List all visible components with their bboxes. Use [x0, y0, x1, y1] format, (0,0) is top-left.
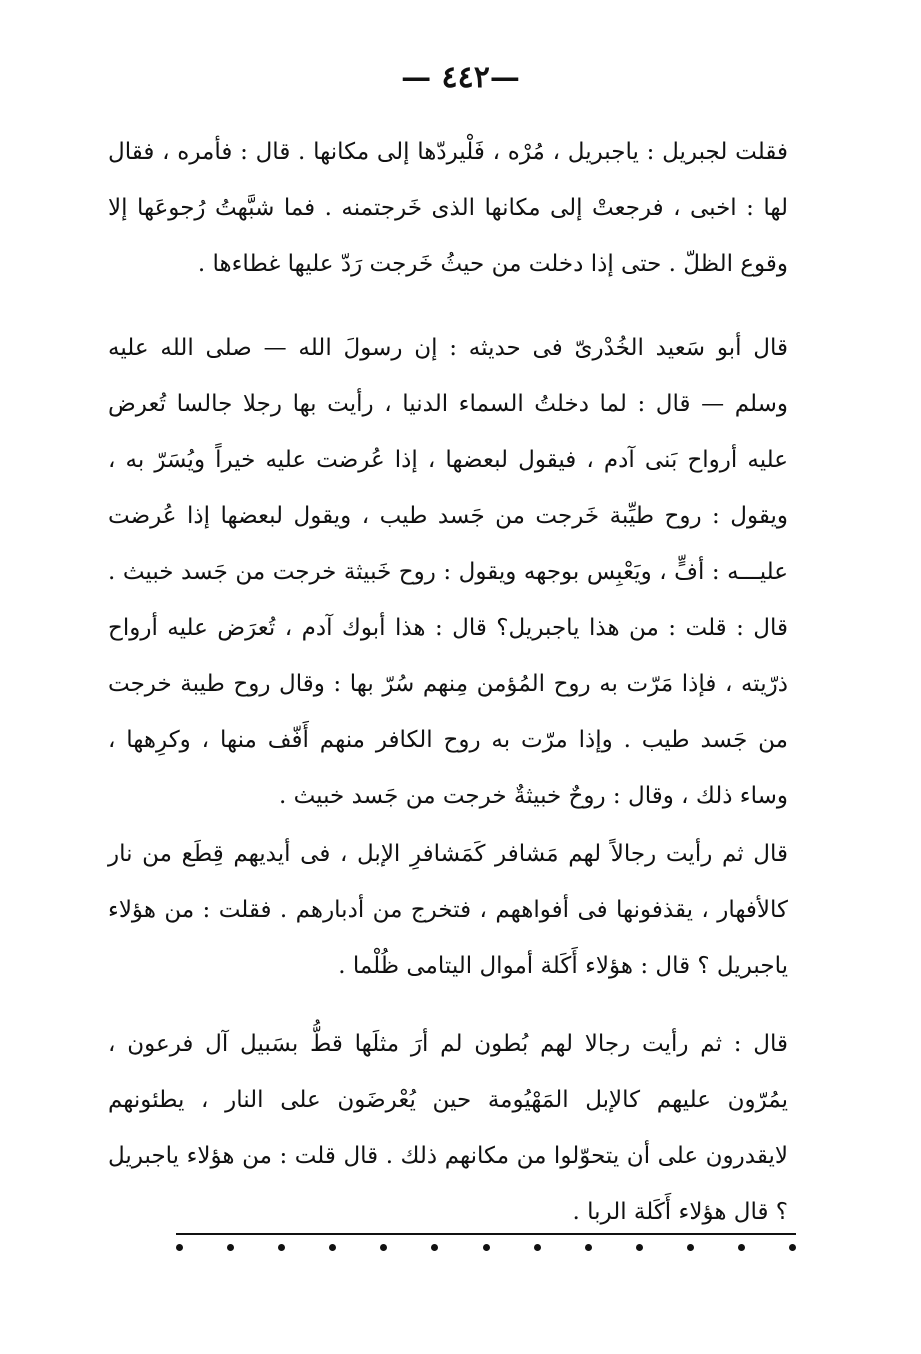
- footer-dot: [431, 1244, 438, 1251]
- paragraph-2: قال أبو سَعيد الخُدْرىّ فى حديثه : إن رسولَ الله — صلى الله عليه وسلم — قال : لما دخلتُ السماء الدنيا ، رأيت بها رجلا جالسا تُعرض عليه أرواح بَنى آدم ، فيقول لبعضها ، إذا عُرضت عليه خيراً ويُسَرّ به ، ويقول : روح طيِّبة خَرجت من جَسد طيب ، ويقول لبعضها إذا عُرضت عليـــه : أفٍّ ، ويَعْبِس بوجهه ويقول : روح خَبيثة خرجت من جَسد خبيث . قال : قلت : من هذا ياجبريل؟ قال : هذا أبوك آدم ، تُعرَض عليه أرواح ذرّيته ، فإذا مَرّت به روح المُؤمن مِنهم سُرّ بها : وقال روح طيبة خرجت من جَسد طيب . وإذا مرّت به روح الكافر منهم أَفّف منها ، وكرِهها ، وساء ذلك ، وقال : روحٌ خبيثةٌ خرجت من جَسد خبيث .: [108, 335, 788, 809]
- footer-dot: [329, 1244, 336, 1251]
- footer-dot: [380, 1244, 387, 1251]
- footer-dot: [534, 1244, 541, 1251]
- footer-dot: [278, 1244, 285, 1251]
- page-number: — ٤٤٢—: [401, 60, 520, 95]
- footer-dot: [738, 1244, 745, 1251]
- paragraph-1: فقلت لجبريل : ياجبريل ، مُرْه ، فَلْيردّها إلى مكانها . قال : فأمره ، فقال لها : اخبى ، فرجعتْ إلى مكانها الذى خَرجتمنه . فما شبَّهتُ رُجوعَها إلا وقوع الظلّ . حتى إذا دخلت من حيثُ خَرجت رَدّ عليها غطاءها .: [108, 139, 789, 277]
- footer-dot-row: [176, 1244, 796, 1251]
- paragraph-4: قال : ثم رأيت رجالا لهم بُطون لم أرَ مثلَها قطُّ بسَبيل آل فرعون ، يمُرّون عليهم كالإبل المَهْيُومة حين يُعْرضَون على النار ، يطئونهم لايقدرون على أن يتحوّلوا من مكانهم ذلك . قال قلت : من هؤلاء ياجبريل ؟ قال هؤلاء أَكَلة الربا .: [108, 1031, 788, 1225]
- footer-dot: [176, 1244, 183, 1251]
- footer-dot: [636, 1244, 643, 1251]
- footer-dot: [687, 1244, 694, 1251]
- footer-dot: [227, 1244, 234, 1251]
- footer-divider: [176, 1233, 796, 1235]
- footer-dot: [585, 1244, 592, 1251]
- paragraph-3: قال ثم رأيت رجالاً لهم مَشافر كَمَشافرِ الإبل ، فى أيديهم قِطَع من نار كالأفهار ، يقذفونها فى أفواههم ، فتخرج من أدبارهم . فقلت : من هؤلاء ياجبريل ؟ قال : هؤلاء أَكَلة أموال اليتامى ظُلْما .: [108, 841, 789, 979]
- footer-dot: [483, 1244, 490, 1251]
- footer-dot: [789, 1244, 796, 1251]
